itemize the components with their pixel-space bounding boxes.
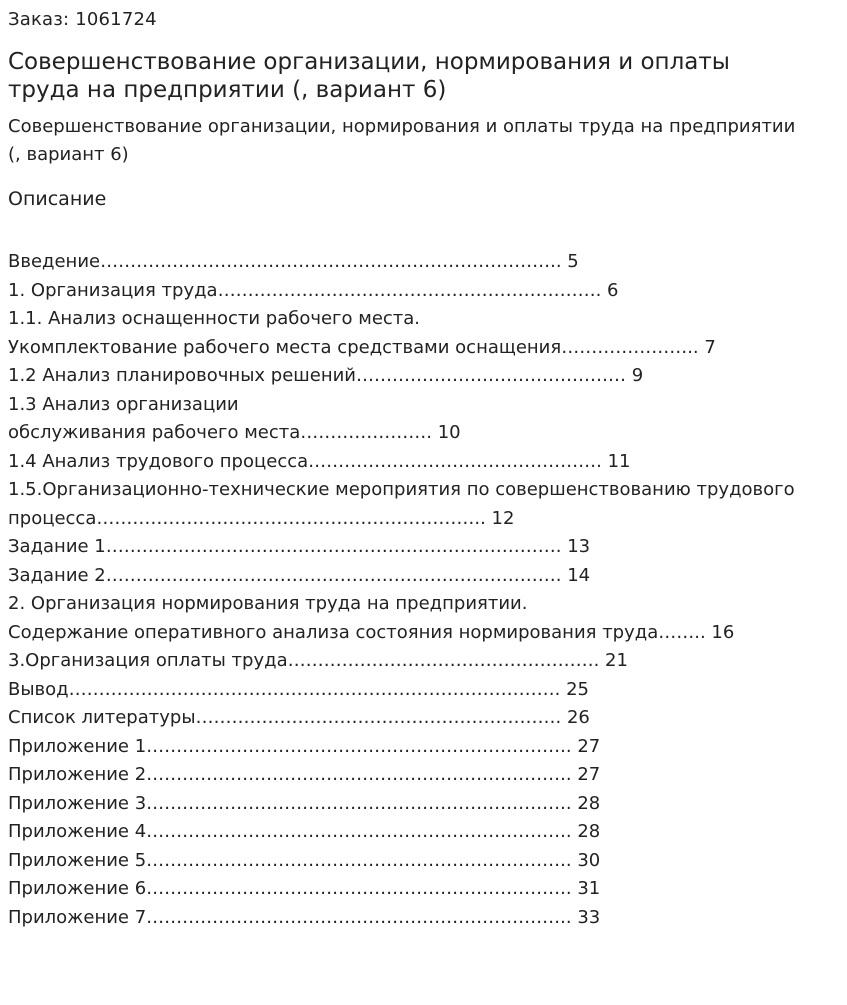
toc-line: Приложение 7…………………………………………………………….. 33 (8, 906, 601, 928)
toc-line: Приложение 3…………………………………………………………….. 28 (8, 792, 601, 814)
toc-line: 1. Организация труда………………………………………………………. 6 (8, 279, 619, 301)
toc-line: Приложение 5…………………………………………………………….. 30 (8, 849, 601, 871)
toc-line: 1.5.Организационно-технические мероприятия по совершенствованию трудового (8, 479, 795, 500)
toc-line: Укомплектование рабочего места средствами оснащения………………….. 7 (8, 336, 716, 358)
subtitle-line-1: Совершенствование организации, нормирования и оплаты труда на предприятии (8, 116, 796, 137)
toc-line: Приложение 2…………………………………………………………….. 27 (8, 764, 601, 785)
toc-line: Приложение 6…………………………………………………………….. 31 (8, 878, 601, 899)
toc-line: Список литературы……………………………………………………. 26 (8, 707, 590, 728)
toc-line: 1.1. Анализ оснащенности рабочего места. (8, 308, 421, 329)
toc-line: Задание 2…………………………………………………………………. 14 (8, 564, 591, 586)
table-of-contents (8, 248, 839, 932)
toc-line: Приложение 1…………………………………………………………….. 27 (8, 735, 601, 757)
document-page (0, 9, 847, 932)
page-title-line-1: Совершенствование организации, нормирования и оплаты (8, 49, 730, 75)
toc-line: 1.3 Анализ организации (8, 393, 239, 415)
toc-line: обслуживания рабочего места…………………. 10 (8, 422, 461, 443)
toc-line: 3.Организация оплаты труда……………………………………………. 21 (8, 650, 628, 671)
toc-line: 2. Организация нормирования труда на предприятии. (8, 593, 528, 614)
toc-line: процесса……………………………………………………….. 12 (8, 507, 515, 529)
description-heading: Описание (8, 188, 107, 210)
page-title (8, 48, 839, 104)
toc-line: Содержание оперативного анализа состояния нормирования труда…….. 16 (8, 621, 735, 643)
toc-line: Приложение 4…………………………………………………………….. 28 (8, 821, 601, 842)
toc-line: Введение………………………………………………………………….. 5 (8, 251, 579, 272)
toc-line: 1.2 Анализ планировочных решений……………………………………… 9 (8, 365, 644, 386)
order-number: Заказ: 1061724 (8, 9, 157, 30)
page-title-line-2: труда на предприятии (, вариант 6) (8, 77, 447, 103)
subtitle-line-2: (, вариант 6) (8, 144, 129, 165)
toc-line: 1.4 Анализ трудового процесса…………………………………………. 11 (8, 450, 631, 472)
toc-line: Задание 1…………………………………………………………………. 13 (8, 536, 591, 557)
toc-line: Вывод………………………………………………………………………. 25 (8, 678, 589, 700)
